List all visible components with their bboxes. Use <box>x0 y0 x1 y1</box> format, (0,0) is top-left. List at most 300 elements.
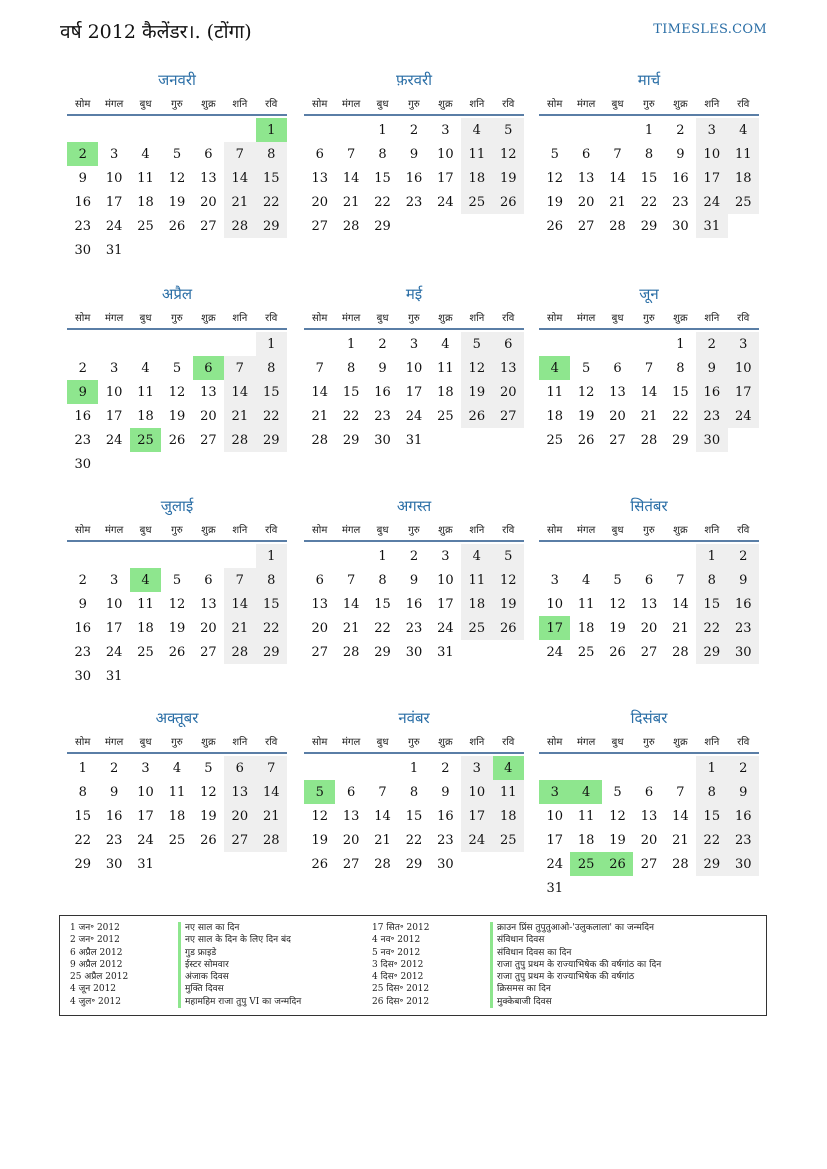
day-cell: 27 <box>609 432 626 448</box>
weekday-label: सोम <box>312 525 328 536</box>
day-cell: 4 <box>728 118 759 142</box>
empty-cell <box>98 544 129 568</box>
day-cell: 21 <box>609 194 626 210</box>
empty-cell <box>193 544 224 568</box>
legend-name-left: नए साल का दिन <box>178 922 301 934</box>
weekday-label: सोम <box>75 313 91 324</box>
day-cell: 4 <box>581 572 591 588</box>
empty-cell <box>67 118 98 142</box>
legend-date-right: 17 सित॰ 2012 <box>372 923 430 933</box>
day-cell: 2 <box>676 122 685 138</box>
weekday-header <box>304 92 524 116</box>
legend-date-right: 4 दिस॰ 2012 <box>372 972 424 983</box>
day-cell: 21 <box>224 404 255 428</box>
day-cell: 16 <box>405 170 423 186</box>
day-cell: 17 <box>437 596 454 612</box>
holiday-day-cell: 25 <box>570 852 601 876</box>
day-cell: 12 <box>168 596 186 612</box>
day-cell: 10 <box>728 356 759 380</box>
weekday-label: रवि <box>737 737 750 748</box>
month-block <box>539 496 759 664</box>
weekday-label: गुरु <box>171 99 183 110</box>
empty-cell <box>335 118 366 142</box>
day-cell: 11 <box>546 384 563 400</box>
day-cell: 14 <box>640 384 658 400</box>
day-cell: 9 <box>441 784 450 800</box>
month-block <box>67 496 287 688</box>
weekday-label: मंगल <box>576 313 596 324</box>
month-name: सितंबर <box>630 497 668 515</box>
day-cell: 3 <box>728 332 759 356</box>
day-cell: 25 <box>493 828 524 852</box>
day-cell: 9 <box>409 572 419 588</box>
day-cell: 19 <box>311 832 328 848</box>
day-cell: 8 <box>346 360 356 376</box>
day-cell: 28 <box>672 644 689 660</box>
day-cell: 23 <box>105 832 123 848</box>
legend-name-right: क्रिसमस का दिन <box>490 983 661 995</box>
day-cell: 28 <box>342 644 360 660</box>
day-cell: 15 <box>256 592 287 616</box>
empty-cell <box>130 118 161 142</box>
day-cell: 1 <box>256 332 287 356</box>
day-cell: 5 <box>172 360 182 376</box>
day-cell: 15 <box>672 384 689 400</box>
day-cell: 27 <box>200 432 217 448</box>
day-cell: 6 <box>204 572 213 588</box>
day-cell: 19 <box>168 408 186 424</box>
weekday-label: बुध <box>139 737 152 748</box>
legend-date-right: 26 दिस॰ 2012 <box>372 996 430 1007</box>
day-cell: 16 <box>437 808 454 824</box>
holiday-day-cell: 4 <box>130 568 161 592</box>
day-cell: 10 <box>137 784 154 800</box>
day-cell: 5 <box>581 360 591 376</box>
day-cell: 26 <box>577 432 595 448</box>
day-grid <box>539 544 759 664</box>
day-cell: 26 <box>461 404 492 428</box>
day-cell: 16 <box>74 194 91 210</box>
day-cell: 13 <box>640 808 658 824</box>
day-grid <box>304 756 524 876</box>
day-grid <box>67 332 287 476</box>
day-cell: 19 <box>493 592 524 616</box>
day-cell: 31 <box>137 856 154 872</box>
empty-cell <box>67 332 98 356</box>
day-cell: 5 <box>550 146 559 162</box>
empty-cell <box>539 756 570 780</box>
legend-date-left: 4 जुल॰ 2012 <box>70 996 121 1007</box>
day-cell: 29 <box>696 640 727 664</box>
day-cell: 10 <box>105 170 123 186</box>
day-cell: 6 <box>493 332 524 356</box>
day-cell: 26 <box>493 190 524 214</box>
empty-cell <box>367 756 398 780</box>
day-cell: 27 <box>200 644 217 660</box>
day-cell: 7 <box>676 784 685 800</box>
weekday-label: सोम <box>547 737 563 748</box>
day-cell: 4 <box>441 336 450 352</box>
holiday-day-cell: 4 <box>570 780 601 804</box>
day-cell: 11 <box>168 784 186 800</box>
day-cell: 27 <box>311 218 328 234</box>
day-cell: 9 <box>676 146 685 162</box>
day-cell: 17 <box>546 832 563 848</box>
day-cell: 22 <box>342 408 360 424</box>
day-cell: 8 <box>378 146 387 162</box>
weekday-label: गुरु <box>171 313 183 324</box>
empty-cell <box>539 118 570 142</box>
day-cell: 3 <box>109 572 119 588</box>
empty-cell <box>570 544 601 568</box>
day-cell: 17 <box>105 194 123 210</box>
day-cell: 24 <box>728 404 759 428</box>
day-cell: 1 <box>696 756 727 780</box>
site-link[interactable]: TIMESLES.COM <box>653 22 767 37</box>
day-cell: 10 <box>546 808 563 824</box>
day-cell: 16 <box>728 804 759 828</box>
day-cell: 18 <box>137 194 154 210</box>
weekday-label: शुक्र <box>201 99 216 110</box>
day-cell: 28 <box>224 214 255 238</box>
day-cell: 3 <box>696 118 727 142</box>
empty-cell <box>539 332 570 356</box>
day-cell: 9 <box>728 568 759 592</box>
day-cell: 30 <box>728 852 759 876</box>
day-cell: 3 <box>441 548 450 564</box>
month-block <box>304 708 524 876</box>
day-cell: 8 <box>696 780 727 804</box>
day-cell: 11 <box>577 808 595 824</box>
day-cell: 11 <box>728 142 759 166</box>
day-cell: 21 <box>640 408 658 424</box>
day-cell: 1 <box>676 336 685 352</box>
day-cell: 28 <box>224 640 255 664</box>
day-cell: 30 <box>672 218 689 234</box>
legend-name-left: मुक्ति दिवस <box>178 983 301 995</box>
day-cell: 26 <box>493 616 524 640</box>
day-cell: 9 <box>78 170 87 186</box>
weekday-header <box>67 730 287 754</box>
weekday-label: गुरु <box>171 525 183 536</box>
holiday-day-cell: 25 <box>130 428 161 452</box>
day-cell: 18 <box>461 166 492 190</box>
day-cell: 15 <box>256 166 287 190</box>
day-cell: 18 <box>137 620 154 636</box>
day-cell: 12 <box>311 808 328 824</box>
day-cell: 20 <box>640 620 658 636</box>
day-cell: 5 <box>613 784 622 800</box>
day-cell: 25 <box>461 190 492 214</box>
day-cell: 30 <box>696 428 727 452</box>
day-cell: 15 <box>374 596 391 612</box>
legend-name-right: राजा तुपु प्रथम के राज्याभिषेक की वर्षगांठ का दिन <box>490 959 661 971</box>
day-cell: 13 <box>577 170 595 186</box>
weekday-label: रवि <box>265 99 278 110</box>
day-cell: 9 <box>109 784 119 800</box>
day-cell: 11 <box>493 780 524 804</box>
day-cell: 31 <box>105 242 123 258</box>
month-name: नवंबर <box>398 709 430 727</box>
weekday-label: मंगल <box>576 525 596 536</box>
weekday-label: रवि <box>265 525 278 536</box>
weekday-label: शुक्र <box>438 313 453 324</box>
day-cell: 8 <box>78 784 87 800</box>
day-cell: 14 <box>224 166 255 190</box>
day-cell: 6 <box>644 784 654 800</box>
day-cell: 3 <box>550 572 559 588</box>
day-cell: 19 <box>609 620 626 636</box>
day-cell: 29 <box>256 214 287 238</box>
day-cell: 23 <box>374 408 391 424</box>
day-cell: 3 <box>109 146 119 162</box>
day-cell: 24 <box>137 832 154 848</box>
day-grid <box>539 118 759 238</box>
day-cell: 30 <box>74 242 91 258</box>
weekday-label: रवि <box>737 99 750 110</box>
day-cell: 14 <box>224 592 255 616</box>
day-cell: 22 <box>256 190 287 214</box>
legend-date-left: 9 अप्रैल 2012 <box>70 959 123 970</box>
day-cell: 27 <box>224 828 255 852</box>
day-cell: 11 <box>137 596 154 612</box>
day-cell: 22 <box>696 616 727 640</box>
weekday-header <box>304 730 524 754</box>
day-cell: 7 <box>224 568 255 592</box>
weekday-label: शनि <box>704 99 720 110</box>
weekday-label: शुक्र <box>438 99 453 110</box>
day-cell: 18 <box>493 804 524 828</box>
weekday-label: शनि <box>704 525 720 536</box>
day-cell: 2 <box>78 572 87 588</box>
day-cell: 13 <box>640 596 658 612</box>
day-cell: 14 <box>342 596 360 612</box>
weekday-label: शनि <box>232 313 248 324</box>
day-cell: 12 <box>200 784 217 800</box>
day-cell: 12 <box>546 170 563 186</box>
day-cell: 8 <box>256 142 287 166</box>
day-cell: 13 <box>493 356 524 380</box>
day-cell: 13 <box>200 384 217 400</box>
month-block <box>304 70 524 238</box>
day-cell: 21 <box>311 408 328 424</box>
day-cell: 10 <box>546 596 563 612</box>
day-cell: 1 <box>696 544 727 568</box>
day-cell: 12 <box>609 808 626 824</box>
day-cell: 24 <box>461 828 492 852</box>
day-cell: 16 <box>696 380 727 404</box>
day-cell: 23 <box>405 194 423 210</box>
day-cell: 3 <box>441 122 450 138</box>
weekday-label: सोम <box>75 99 91 110</box>
day-cell: 18 <box>728 166 759 190</box>
month-name: जून <box>639 285 659 303</box>
day-cell: 14 <box>224 380 255 404</box>
weekday-label: सोम <box>547 525 563 536</box>
empty-cell <box>224 544 255 568</box>
empty-cell <box>161 118 192 142</box>
day-cell: 28 <box>374 856 391 872</box>
day-cell: 11 <box>137 170 154 186</box>
weekday-label: मंगल <box>341 737 361 748</box>
day-cell: 3 <box>141 760 150 776</box>
weekday-label: शुक्र <box>438 737 453 748</box>
day-cell: 23 <box>696 404 727 428</box>
day-cell: 1 <box>378 122 387 138</box>
day-cell: 26 <box>546 218 563 234</box>
weekday-header <box>539 92 759 116</box>
day-cell: 2 <box>441 760 450 776</box>
month-block <box>539 70 759 238</box>
day-cell: 2 <box>728 544 759 568</box>
weekday-label: रवि <box>502 99 515 110</box>
day-cell: 24 <box>546 644 563 660</box>
weekday-label: शुक्र <box>673 99 688 110</box>
day-cell: 14 <box>672 596 689 612</box>
day-grid <box>304 118 524 238</box>
day-cell: 8 <box>409 784 419 800</box>
month-name: अक्तूबर <box>155 709 199 727</box>
day-cell: 6 <box>315 146 324 162</box>
day-cell: 17 <box>105 620 123 636</box>
day-cell: 6 <box>224 756 255 780</box>
weekday-label: रवि <box>502 737 515 748</box>
day-cell: 20 <box>577 194 595 210</box>
day-cell: 10 <box>105 384 123 400</box>
weekday-label: मंगल <box>104 525 124 536</box>
empty-cell <box>570 756 601 780</box>
day-cell: 22 <box>374 194 391 210</box>
weekday-label: शनि <box>469 737 485 748</box>
day-cell: 11 <box>437 360 454 376</box>
legend-name-right: मुक्केबाजी दिवस <box>490 996 661 1008</box>
day-cell: 23 <box>74 432 91 448</box>
day-cell: 30 <box>74 668 91 684</box>
day-cell: 10 <box>461 780 492 804</box>
weekday-label: सोम <box>75 737 91 748</box>
weekday-label: सोम <box>312 99 328 110</box>
day-cell: 11 <box>461 568 492 592</box>
day-cell: 24 <box>546 856 563 872</box>
weekday-label: सोम <box>547 99 563 110</box>
month-name: फ़रवरी <box>395 71 433 89</box>
weekday-label: बुध <box>139 99 152 110</box>
day-cell: 4 <box>172 760 182 776</box>
day-cell: 26 <box>311 856 328 872</box>
day-cell: 20 <box>200 194 217 210</box>
weekday-label: शुक्र <box>201 525 216 536</box>
weekday-label: गुरु <box>408 313 420 324</box>
day-cell: 20 <box>311 620 328 636</box>
day-cell: 29 <box>374 218 391 234</box>
day-cell: 20 <box>311 194 328 210</box>
empty-cell <box>193 118 224 142</box>
day-cell: 19 <box>546 194 563 210</box>
empty-cell <box>130 544 161 568</box>
day-cell: 15 <box>640 170 658 186</box>
empty-cell <box>570 118 601 142</box>
day-cell: 23 <box>728 828 759 852</box>
empty-cell <box>161 544 192 568</box>
month-name: अप्रैल <box>161 285 193 303</box>
weekday-label: रवि <box>265 313 278 324</box>
day-cell: 21 <box>672 620 689 636</box>
day-cell: 28 <box>609 218 626 234</box>
day-cell: 26 <box>168 218 186 234</box>
holiday-day-cell: 26 <box>602 852 633 876</box>
day-cell: 4 <box>461 118 492 142</box>
day-cell: 31 <box>105 668 123 684</box>
weekday-label: शनि <box>232 99 248 110</box>
day-cell: 10 <box>105 596 123 612</box>
day-grid <box>67 544 287 688</box>
day-cell: 23 <box>672 194 689 210</box>
day-cell: 6 <box>613 360 622 376</box>
day-cell: 7 <box>644 360 654 376</box>
day-cell: 6 <box>644 572 654 588</box>
day-cell: 25 <box>546 432 563 448</box>
month-block <box>539 708 759 900</box>
weekday-label: शनि <box>469 525 485 536</box>
day-cell: 17 <box>461 804 492 828</box>
day-cell: 9 <box>409 146 419 162</box>
day-cell: 25 <box>728 190 759 214</box>
empty-cell <box>67 544 98 568</box>
weekday-label: गुरु <box>408 525 420 536</box>
day-cell: 24 <box>105 644 123 660</box>
weekday-label: शुक्र <box>673 737 688 748</box>
weekday-label: गुरु <box>643 313 655 324</box>
day-cell: 5 <box>172 572 182 588</box>
day-cell: 17 <box>696 166 727 190</box>
day-cell: 27 <box>640 644 658 660</box>
day-cell: 3 <box>461 756 492 780</box>
day-grid <box>304 332 524 452</box>
day-cell: 10 <box>437 146 454 162</box>
day-cell: 7 <box>224 356 255 380</box>
day-cell: 5 <box>493 118 524 142</box>
empty-cell <box>602 544 633 568</box>
weekday-label: गुरु <box>171 737 183 748</box>
day-cell: 10 <box>405 360 423 376</box>
day-cell: 6 <box>581 146 591 162</box>
day-cell: 14 <box>256 780 287 804</box>
day-cell: 30 <box>374 432 391 448</box>
month-block <box>539 284 759 452</box>
day-cell: 25 <box>137 218 154 234</box>
day-cell: 12 <box>493 142 524 166</box>
holiday-day-cell: 1 <box>256 118 287 142</box>
day-cell: 21 <box>672 832 689 848</box>
weekday-header <box>67 518 287 542</box>
day-cell: 5 <box>613 572 622 588</box>
day-cell: 22 <box>374 620 391 636</box>
day-cell: 13 <box>200 596 217 612</box>
day-cell: 23 <box>74 644 91 660</box>
day-cell: 2 <box>728 756 759 780</box>
day-cell: 20 <box>224 804 255 828</box>
day-cell: 31 <box>696 214 727 238</box>
legend-date-left: 6 अप्रैल 2012 <box>70 947 123 958</box>
day-cell: 1 <box>378 548 387 564</box>
empty-cell <box>539 544 570 568</box>
day-cell: 6 <box>204 146 213 162</box>
day-cell: 5 <box>204 760 213 776</box>
empty-cell <box>193 332 224 356</box>
empty-cell <box>98 332 129 356</box>
weekday-header <box>67 306 287 330</box>
day-cell: 1 <box>346 336 356 352</box>
